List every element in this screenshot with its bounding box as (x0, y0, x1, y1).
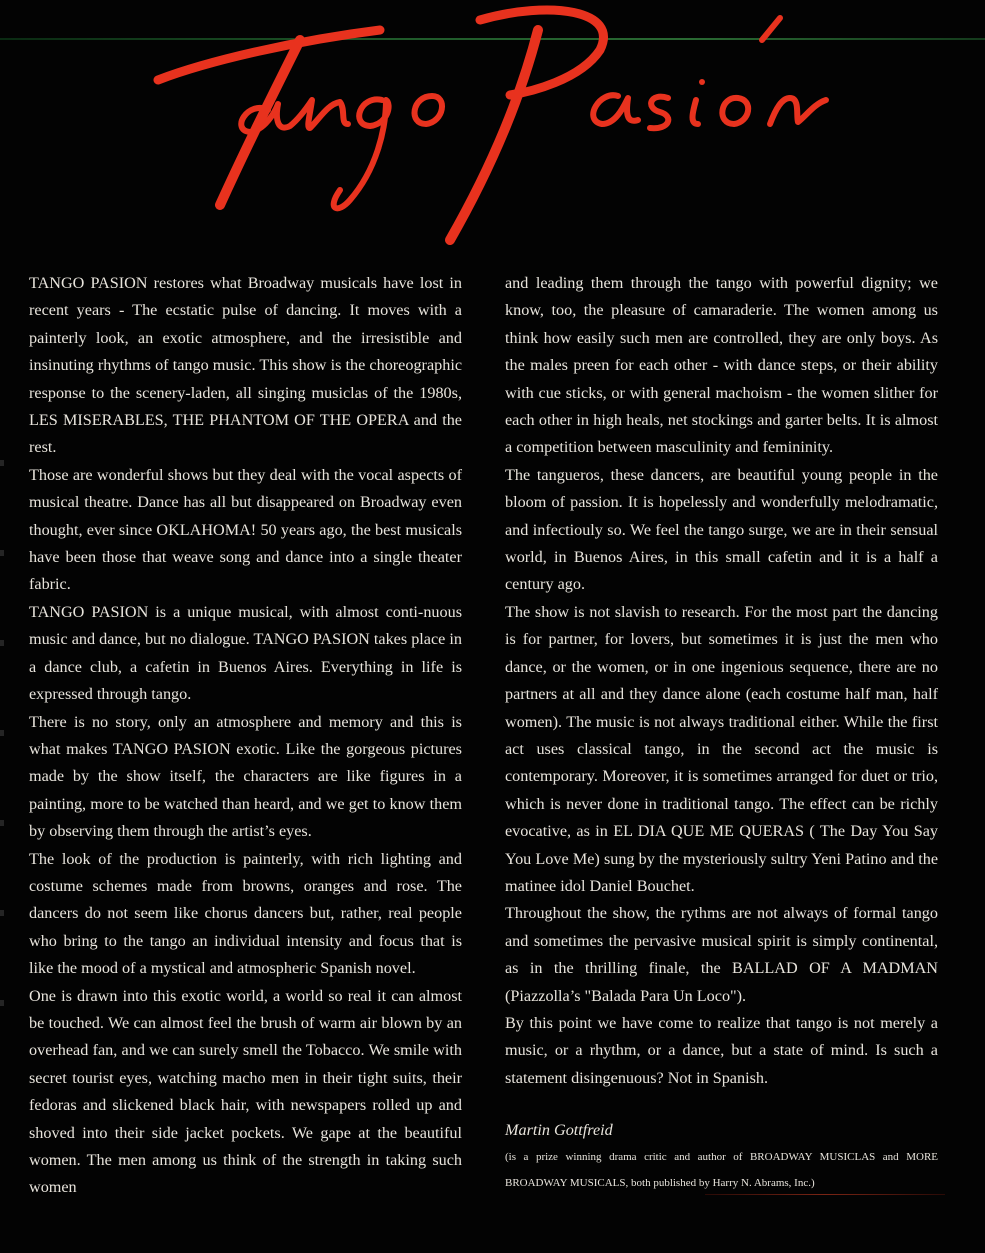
article-paragraph: TANGO PASION restores what Broadway musicals have lost in recent years - The ecstatic pulse of dancing. It moves with a painterly look, an exotic atmosphere, and the irresistible and insinuting rhythms of tango music. This show is the choreographic response to the scenery-laden, all singing musiclas of the 1980s, LES MISERABLES, THE PHANTOM OF THE OPERA and the rest. (29, 274, 462, 457)
signature-rule (705, 1194, 945, 1195)
article-paragraph: The tangueros, these dancers, are beautiful young people in the bloom of passion. It is hopelessly and wonderfully melodramatic, and infectiouly so. We feel the tango surge, we are in their sensual world, in Buenos Aires, in this small cafetin and it is a half a century ago. (505, 465, 938, 594)
page-edge-marks (0, 420, 4, 1070)
author-name: Martin Gottfreid (505, 1121, 613, 1140)
article-column-right (505, 270, 938, 1196)
article-paragraph: One is drawn into this exotic world, a world so real it can almost be touched. We can almost feel the brush of warm air blown by an overhead fan, and we can surely smell the Tobacco. We smile with secret tourist eyes, watching macho men in their tight suits, their fedoras and slickened black hair, with newspapers rolled up and shoved into their side jacket pockets. We gape at the beautiful women. The men among us think of the strength in taking such women (29, 986, 462, 1197)
article-paragraph: There is no story, only an atmosphere and memory and this is what makes TANGO PASION exotic. Like the gorgeous pictures made by the show itself, the characters are like figures in a painting, more to be watched than heard, and we get to know them by observing them through the artist’s eyes. (29, 712, 462, 841)
tango-pasion-logo (150, 0, 840, 245)
article-paragraph: Throughout the show, the rythms are not always of formal tango and sometimes the pervasive musical spirit is simply continental, as in the thrilling finale, the BALLAD OF A MADMAN (Piazzolla’s "Balada Para Un Loco"). (505, 904, 938, 1005)
article-paragraph: By this point we have come to realize that tango is not merely a music, or a rhythm, or a dance, but a state of mind. Is such a statement disingenuous? Not in Spanish. (505, 1013, 938, 1087)
article-paragraph: The show is not slavish to research. For the most part the dancing is for partner, for lovers, but sometimes it is just the men who dance, or the women, or in one ingenious sequence, there are no partners at all and they dance alone (each costume half man, half women). The music is not always traditional either. While the first act uses classical tango, in the second act the music is contemporary. Moreover, it is sometimes arranged for duet or trio, which is never done in traditional tango. The effect can be richly evocative, as in EL DIA QUE ME QUERAS ( The Day You Say You Love Me) sung by the mysteriously sultry Yeni Patino and the matinee idol Daniel Bouchet. (505, 602, 938, 895)
article-column-left (29, 270, 462, 1202)
author-signature (505, 1117, 938, 1196)
article-paragraph: The look of the production is painterly, with rich lighting and costume schemes made from browns, oranges and rose. The dancers do not seem like chorus dancers but, rather, real people who bring to the tango an individual intensity and focus that is like the mood of a mystical and atmospheric Spanish novel. (29, 849, 462, 978)
article-paragraph: Those are wonderful shows but they deal with the vocal aspects of musical theatre. Dance has all but disappeared on Broadway even thought, ever since OKLAHOMA! 50 years ago, the best musicals have been those that weave song and dance into a single theater fabric. (29, 465, 462, 594)
author-note: (is a prize winning drama critic and author of BROADWAY MUSICLAS and MORE BROADWAY MUSICALS, both published by Harry N. Abrams, Inc.) (505, 1151, 938, 1190)
article-paragraph: TANGO PASION is a unique musical, with almost conti-nuous music and dance, but no dialogue. TANGO PASION takes place in a dance club, a cafetin in Buenos Aires. Everything in life is expressed through tango. (29, 602, 462, 704)
article-paragraph: and leading them through the tango with powerful dignity; we know, too, the pleasure of camaraderie. The women among us think how easily such men are controlled, they are only boys. As the males preen for each other - with dance steps, or their ability with cue sticks, or with general machoism - the women slither for each other in high heals, net stockings and garter belts. It is almost a competition between masculinity and femininity. (505, 274, 938, 457)
